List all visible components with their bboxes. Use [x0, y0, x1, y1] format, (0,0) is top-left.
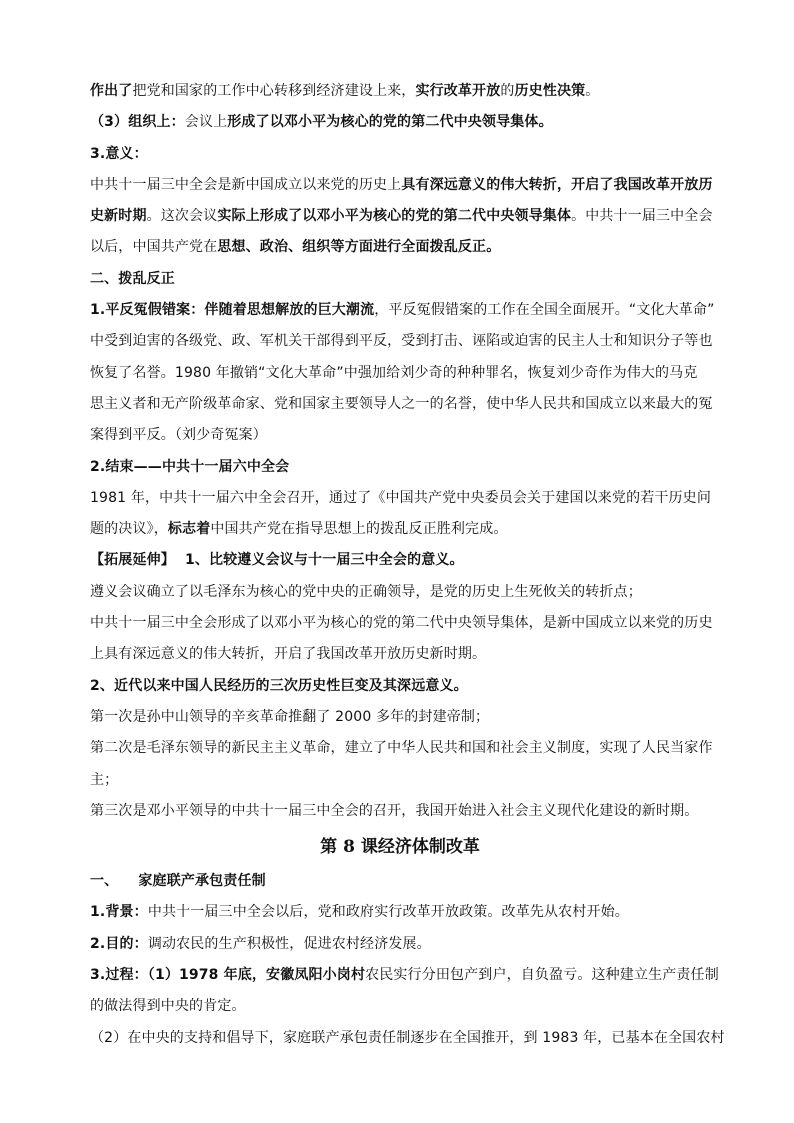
text: 中共十一届三中全会以后，党和政府实行改革开放政策。改革先从农村开始。: [147, 904, 629, 921]
text-line: 主；: [90, 771, 119, 788]
text-line: 案得到平反。（刘少奇冤案）: [90, 427, 267, 444]
text: 把党和国家的工作中心转移到经济建设上来，: [132, 83, 416, 99]
text-bold: 历史性决策: [514, 83, 586, 99]
text-line: 中共十一届三中全会形成了以邓小平为核心的党的第二代中央领导集体，是新中国成立以来党的历史: [90, 615, 713, 632]
text-bold: 2.目的：: [90, 935, 148, 952]
heading-sixth-plenum: 2.结束——中共十一届六中全会: [90, 458, 290, 475]
paragraph-purpose: [90, 929, 710, 960]
text: 的: [500, 83, 515, 99]
text-line: 上具有深远意义的伟大转折，开启了我国改革开放历史新时期。: [90, 646, 487, 663]
text-line: 的做法得到中央的肯定。: [90, 998, 246, 1015]
extension-question: 1、比较遵义会议与十一届三中全会的意义。: [174, 552, 464, 569]
text: 。中共十一届三中全会: [571, 208, 713, 225]
section-heading-household-responsibility: 一、 家庭联产承包责任制: [90, 873, 266, 890]
text-line: 恢复了名誉。1980 年撤销“文化大革命”中强加给刘少奇的种种罪名，恢复刘少奇作为伟大的马克: [90, 364, 698, 381]
text-bold: ，开启了我国改革开放历: [556, 176, 713, 193]
text-bold: 形成了以邓小平为核心的: [227, 114, 383, 131]
text: ，平反冤假错案的工作在全国全面展开。“文化大革命”: [374, 302, 715, 319]
text-bold: 史新时期: [90, 208, 147, 225]
text: 中国共产党在指导思想上的拨乱反正胜利完成。: [210, 521, 508, 538]
text-bold: 。: [538, 114, 553, 131]
heading-three-changes: 2、近代以来中国人民经历的三次历史性巨变及其深远意义。: [90, 677, 468, 694]
paragraph-process: [90, 960, 719, 1023]
text-bold: （3）组织上：: [90, 114, 185, 131]
paragraph-background: [90, 897, 710, 928]
text-line: 第一次是孙中山领导的辛亥革命推翻了 2000 多年的封建帝制；: [90, 708, 490, 725]
text-bold: 实行改革开放: [415, 83, 501, 99]
text: 会议上: [184, 114, 228, 131]
document-page: [90, 76, 725, 1054]
text-line: 中受到迫害的各级党、政、军机关干部得到平反，受到打击、诬陷或迫害的民主人士和知识分子等也: [90, 333, 713, 350]
text-bold: 1.平反冤假错案：: [90, 302, 205, 319]
text-bold: 标志着: [167, 521, 211, 538]
text: 调动农民的生产积极性，促进农村经济发展。: [147, 935, 431, 952]
text: 中共十一届三中全会是新中国成立以来党的历史上: [90, 176, 402, 193]
text-line: （2）在中央的支持和倡导下，家庭联产承包责任制逐步在全国推开，到 1983 年，已基本在全国农村: [90, 1029, 725, 1046]
extension-heading: [90, 545, 710, 576]
text-bold: 1.背景：: [90, 904, 148, 921]
text: 。这次会议: [146, 208, 218, 225]
section-heading-bolu-fanzheng: 二、拨乱反正: [90, 270, 175, 287]
text-line: 思主义者和无产阶级革命家、党和国家主要领导人之一的名誉，使中华人民共和国成立以来最大的冤: [90, 395, 713, 412]
text-bold: 具有深远意义的伟大转折: [401, 176, 557, 193]
text-line: 1981 年，中共十一届六中全会召开，通过了《中国共产党中央委员会关于建国以来党的若干历史问: [90, 489, 711, 506]
text-bold: 思想、政治、组织等方面进行全面拨乱反正: [217, 239, 487, 256]
text-bold: 伴随着思想解放的巨大潮流: [204, 302, 375, 319]
paragraph-sixth-plenum: [90, 483, 710, 546]
text-bold: 党的第二代中央领导集体: [382, 114, 539, 131]
text-bold: 。: [486, 239, 501, 256]
text-line: 遵义会议确立了以毛泽东为核心的党中央的正确领导，是党的历史上生死攸关的转折点；: [90, 583, 642, 600]
text: 以后，中国共产党在: [90, 239, 218, 256]
extension-label: 【拓展延伸】: [90, 552, 175, 569]
paragraph-third-plenum: [90, 608, 713, 671]
text-line: 第三次是邓小平领导的中共十一届三中全会的召开，我国开始进入社会主义现代化建设的新时期。: [90, 802, 699, 819]
paragraph-rehabilitation: [90, 295, 715, 451]
text-bold: 实际上形成了以邓小平为核心的党的第二代中央领导集体: [217, 208, 572, 225]
text: 题的决议》，: [90, 521, 168, 538]
text-bold: 作出了: [90, 83, 133, 99]
text: 农民实行分田包产到户，自负盈亏。这种建立生产责任制: [365, 967, 719, 984]
text-bold: 3.过程：（1）1978 年底，安徽凤阳小岗村: [90, 967, 366, 984]
heading-significance: 3.意义：: [90, 145, 148, 162]
paragraph-significance: [90, 170, 713, 264]
text: 。: [585, 83, 600, 99]
lesson-title: 第 8 课经济体制改革: [320, 837, 480, 858]
paragraph-organization: [90, 107, 710, 138]
text-line: 第二次是毛泽东领导的新民主主义革命，建立了中华人民共和国和社会主义制度，实现了人民当家作: [90, 740, 713, 757]
paragraph-second-change: [90, 733, 713, 796]
paragraph-decision: [90, 76, 710, 107]
